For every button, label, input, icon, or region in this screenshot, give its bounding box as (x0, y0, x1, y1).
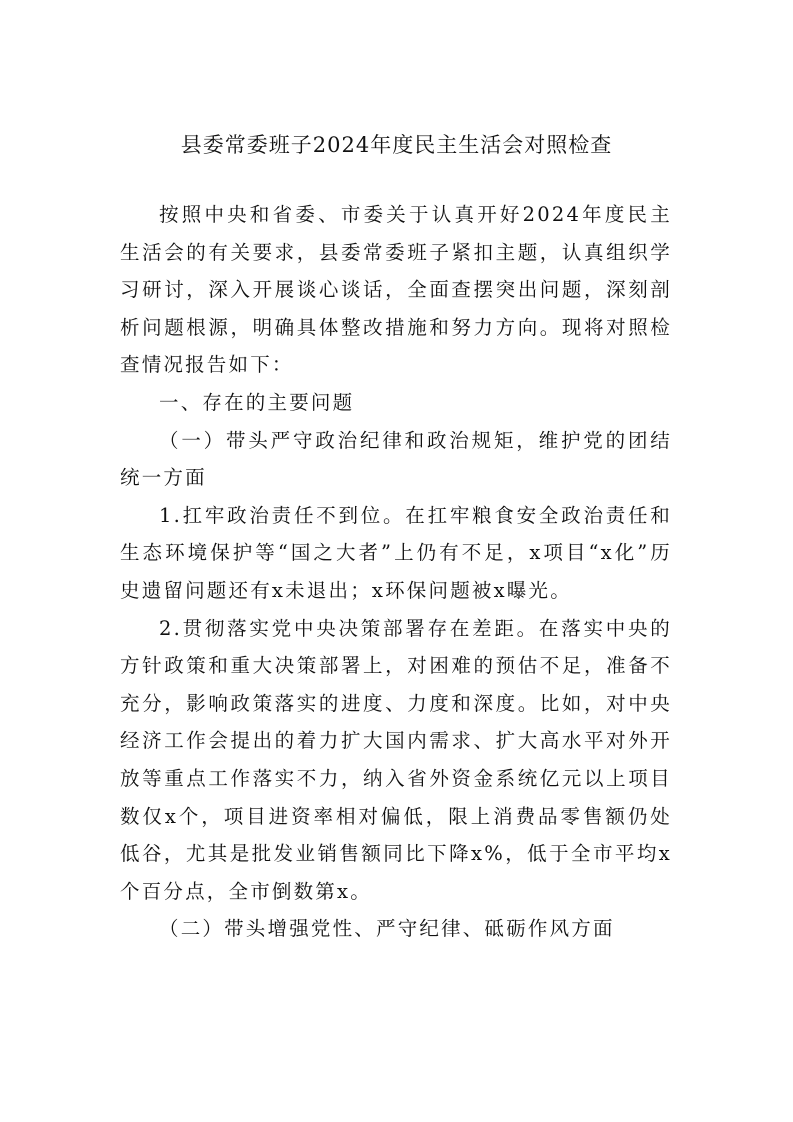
document-body (120, 196, 672, 948)
paragraph-intro: 按照中央和省委、市委关于认真开好2024年度民主生活会的有关要求，县委常委班子紧扣主题，认真组织学习研讨，深入开展谈心谈话，全面查摆突出问题，深刻剖析问题根源，明确具体整改措施和努力方向。现将对照检查情况报告如下： (120, 203, 672, 377)
paragraph-item-1: 1.扛牢政治责任不到位。在扛牢粮食安全政治责任和生态环境保护等“国之大者”上仍有不足，x项目“x化”历史遗留问题还有x未退出；x环保问题被x曝光。 (120, 503, 672, 602)
heading-subsection-2: （二）带头增强党性、严守纪律、砥砺作风方面 (159, 917, 615, 941)
document-title: 县委常委班子2024年度民主生活会对照检查 (180, 133, 613, 157)
heading-subsection-1: （一）带头严守政治纪律和政治规矩，维护党的团结统一方面 (120, 428, 672, 490)
paragraph-item-2: 2.贯彻落实党中央决策部署存在差距。在落实中央的方针政策和重大决策部署上，对困难的预估不足，准备不充分，影响政策落实的进度、力度和深度。比如，对中央经济工作会提出的着力扩大国内需求、扩大高水平对外开放等重点工作落实不力，纳入省外资金系统亿元以上项目数仅x个，项目进资率相对偏低，限上消费品零售额仍处低谷，尤其是批发业销售额同比下降x%，低于全市平均x个百分点，全市倒数第x。 (120, 616, 672, 903)
heading-section-1: 一、存在的主要问题 (159, 390, 355, 414)
